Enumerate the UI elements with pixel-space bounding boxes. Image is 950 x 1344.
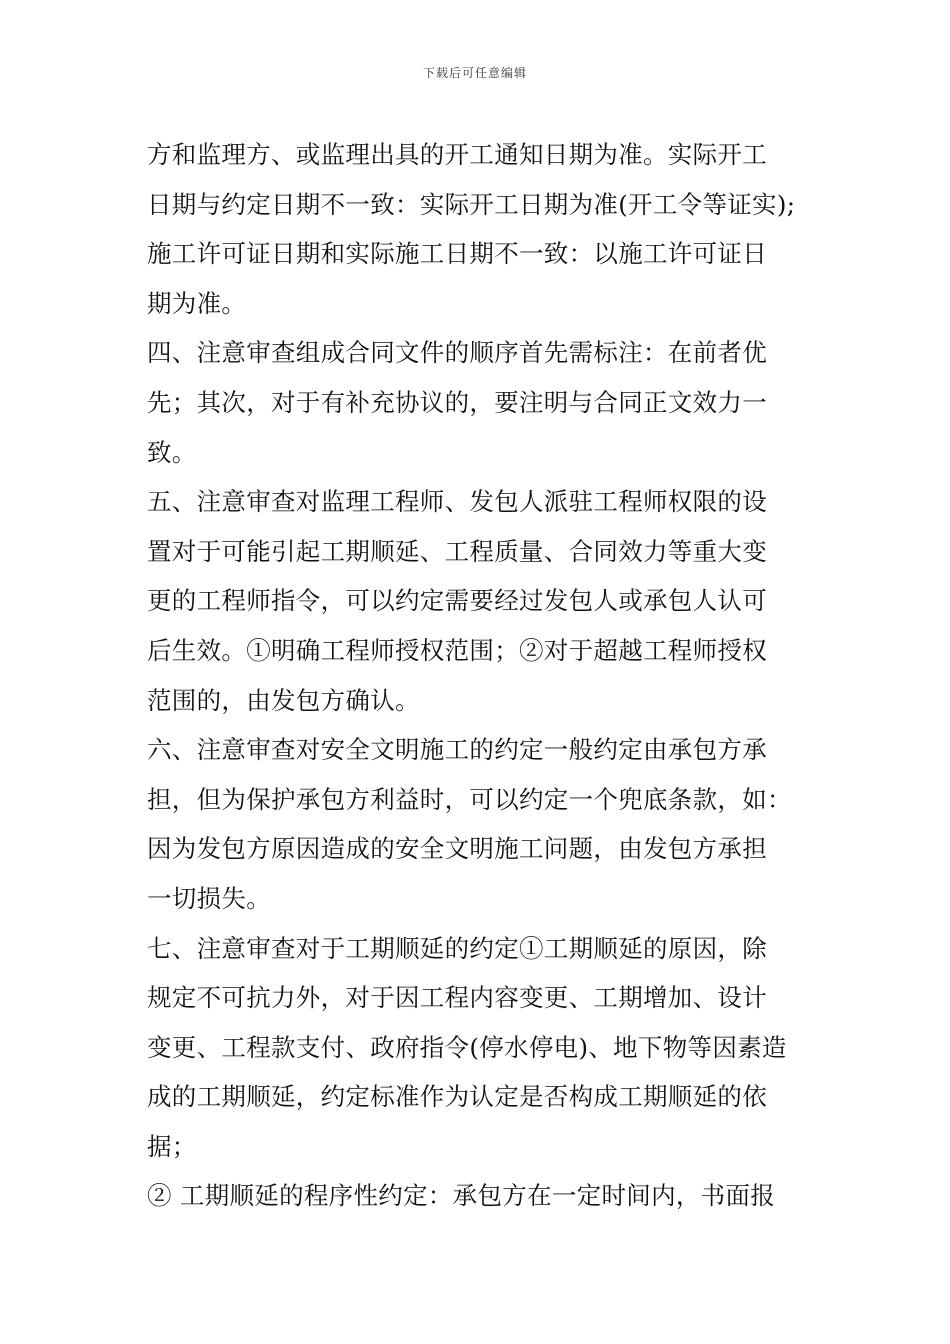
section-five-line: 五、注意审查对监理工程师、发包人派驻工程师权限的设 [147,487,767,517]
text-line: 担，但为保护承包方利益时，可以约定一个兜底条款，如： [147,784,792,814]
text-line: 范围的，由发包方确认。 [147,685,420,715]
text-line: 变更、工程款支付、政府指令(停水停电)、地下物等因素造 [147,1032,787,1062]
text-line: 期为准。 [147,288,247,318]
section-seven-line: 七、注意审查对于工期顺延的约定①工期顺延的原因，除 [147,933,767,963]
page-header: 下载后可任意编辑 [422,66,527,80]
text-line: 据； [147,1131,197,1161]
document-body [147,130,827,1221]
section-four-line: 四、注意审查组成合同文件的顺序首先需标注：在前者优 [147,338,767,368]
text-line: 施工许可证日期和实际施工日期不一致：以施工许可证日 [147,239,767,269]
text-line: 致。 [147,437,197,467]
text-line: 先；其次，对于有补充协议的，要注明与合同正文效力一 [147,387,767,417]
text-line: 方和监理方、或监理出具的开工通知日期为准。实际开工 [147,140,767,169]
text-line: ② 工期顺延的程序性约定：承包方在一定时间内，书面报 [147,1181,776,1211]
text-line: 日期与约定日期不一致：实际开工日期为准(开工令等证实); [147,189,796,219]
text-line: 规定不可抗力外，对于因工程内容变更、工期增加、设计 [147,983,767,1013]
text-line: 后生效。①明确工程师授权范围；②对于超越工程师授权 [147,635,767,665]
text-line: 成的工期顺延，约定标准作为认定是否构成工期顺延的依 [147,1082,767,1112]
text-line: 置对于可能引起工期顺延、工程质量、合同效力等重大变 [147,536,767,566]
text-line: 更的工程师指令，可以约定需要经过发包人或承包人认可 [147,586,767,616]
text-line: 因为发包方原因造成的安全文明施工问题，由发包方承担 [147,834,767,864]
section-six-line: 六、注意审查对安全文明施工的约定一般约定由承包方承 [147,735,767,765]
text-line: 一切损失。 [147,883,271,913]
